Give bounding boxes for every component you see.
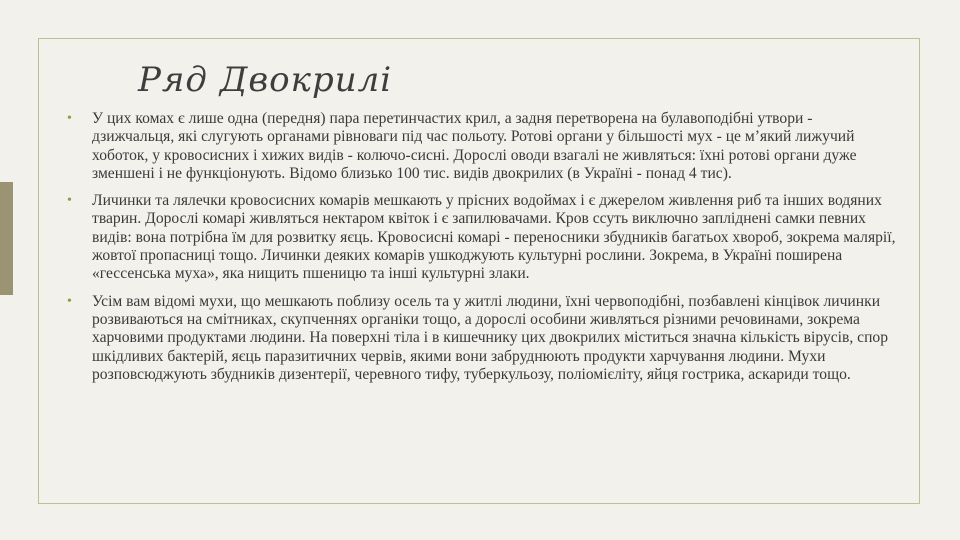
bullet-icon: •: [67, 193, 72, 209]
side-tab-decoration: [0, 182, 13, 295]
bullet-list: [60, 110, 896, 393]
bullet-item: [60, 192, 896, 283]
bullet-icon: •: [67, 111, 72, 126]
bullet-item: [60, 293, 896, 384]
bullet-text: Личинки та лялечки кровосисних комарів мешкають у прісних водоймах і є джерелом живлення риб та інших водяних тварин. Дорослі комарі живляться нектаром квіток і є запилювачами. Кров ссуть виключно запліднені самки певних видів: вона потрібна їм для розвитку яєць. Кровосисні комарі - переносники збудників багатьох хвороб, зокрема малярії, жовтої пропасниці тощо. Личинки деяких комарів ушкоджують культурні рослини. Зокрема, в Україні поширена «гессенська муха», яка нищить пшеницю та інші культурні злаки.: [92, 192, 896, 283]
bullet-icon: •: [67, 293, 72, 309]
slide-title: Ряд Двокрилі: [138, 60, 393, 100]
bullet-item: [60, 110, 896, 183]
bullet-text: У цих комах є лише одна (передня) пара перетинчастих крил, а задня перетворена на булавоподібні утвори - дзижчальця, які слугують органами рівноваги під час польоту. Ротові органи у більшості мух - це м’який лижучий хоботок, у кровосисних і хижих видів - колючо-сисні. Дорослі оводи взагалі не живляться: їхні ротові органи дуже зменшені і не функціонують. Відомо близько 100 тис. видів двокрилих (в Україні - понад 4 тис).: [92, 110, 857, 182]
bullet-text: Усім вам відомі мухи, що мешкають поблизу осель та у житлі людини, їхні червоподібні, позбавлені кінцівок личинки розвиваються на смітниках, скупченнях органіки тощо, а дорослі особини живляться різними речовинами, зокрема харчовими продуктами людини. На поверхні тіла і в кишечнику цих двокрилих міститься значна кількість вірусів, спор шкідливих бактерій, яєць паразитичних червів, якими вони забруднюють продукти харчування людини. Мухи розповсюджують збудників дизентерії, черевного тифу, туберкульозу, поліомієліту, яйця гострика, аскариди тощо.: [92, 292, 889, 383]
